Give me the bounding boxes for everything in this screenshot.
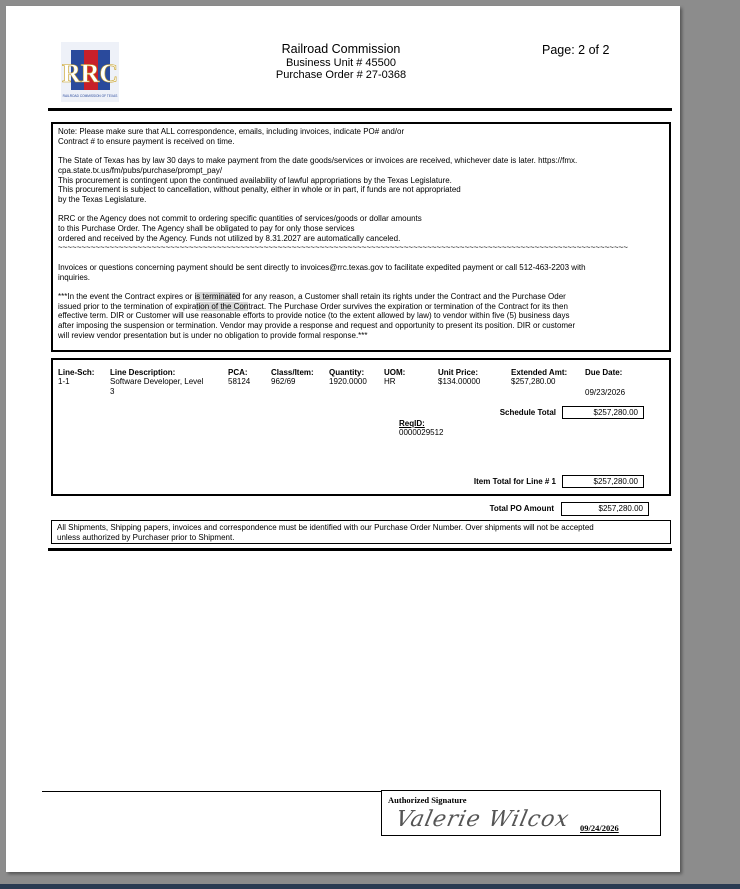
cell-pca: 58124 bbox=[228, 377, 251, 386]
rrc-logo-graphic bbox=[61, 42, 119, 102]
header-line-sch: Line-Sch: bbox=[58, 368, 95, 377]
page-number: Page: 2 of 2 bbox=[542, 43, 610, 57]
tilde-separator: ~~~~~~~~~~~~~~~~~~~~~~~~~~~~~~~~~~~~~~~~~~~~~~~~~~~~~~~~~~~~~~~~~~~~~~~~~~~~~~~~~~~~~~~~~~~~~~~~~~~~~~~~~~~~~~~~~~~~~~~~~~ bbox=[58, 243, 628, 253]
document-page bbox=[6, 6, 680, 872]
footer-divider bbox=[48, 548, 672, 551]
header-unit-price: Unit Price: bbox=[438, 368, 479, 377]
note-contract-termination: ***In the event the Contract expires or is terminated for any reason, a Customer shall retain its rights under the Contract and the Purchase Oder issued prior to the termination of expiration of the Contract. The Purchase Order survives the expiration or termination of the Contract for its then effective term. DIR or Customer will use reasonable efforts to provide notice (to the extent allowed by law) to vendor within five (5) business days after imposing the suspension or termination. Vendor may provide a response and request and opportunity to present its position. DIR or customer will review vendor presentation but is under no obligation to provide formal response.*** bbox=[58, 291, 576, 340]
item-total-label: Item Total for Line # 1 bbox=[473, 477, 556, 486]
schedule-total-label: Schedule Total bbox=[499, 408, 556, 417]
business-unit: Business Unit # 45500 bbox=[285, 57, 397, 69]
taskbar bbox=[0, 884, 740, 889]
header-divider bbox=[48, 108, 672, 111]
cell-extended-amt: $257,280.00 bbox=[511, 377, 556, 386]
purchase-order-number: Purchase Order # 27-0368 bbox=[275, 69, 407, 81]
cell-line-description: Software Developer, Level 3 bbox=[110, 377, 204, 396]
header-uom: UOM: bbox=[384, 368, 406, 377]
cell-due-date: 09/23/2026 bbox=[585, 388, 626, 397]
cell-quantity: 1920.0000 bbox=[329, 377, 367, 386]
reqid-label: ReqID: bbox=[399, 419, 425, 428]
signature-left-line bbox=[42, 791, 382, 792]
header-extended-amt: Extended Amt: bbox=[511, 368, 568, 377]
total-po-value: $257,280.00 bbox=[561, 502, 649, 516]
item-total-value: $257,280.00 bbox=[562, 475, 644, 488]
signature-box bbox=[381, 790, 661, 836]
signature-date: 09/24/2026 bbox=[580, 823, 619, 833]
header-due-date: Due Date: bbox=[585, 368, 623, 377]
header-quantity: Quantity: bbox=[329, 368, 365, 377]
svg-text:RRC: RRC bbox=[61, 59, 119, 88]
cell-uom: HR bbox=[384, 377, 396, 386]
cell-unit-price: $134.00000 bbox=[438, 377, 481, 386]
shipment-note-box bbox=[51, 520, 671, 544]
signature-handwriting: Valerie Wilcox bbox=[393, 807, 572, 832]
rrc-logo bbox=[61, 42, 119, 102]
note-quantity-commitment: RRC or the Agency does not commit to ordering specific quantities of services/goods or dollar amounts to this Purchase Order. The Agency shall be obligated to pay for only those services ordered and received by the Agency. Funds not utilized by 8.31.2027 are automatically canceled. bbox=[58, 214, 422, 243]
header-class-item: Class/Item: bbox=[271, 368, 314, 377]
schedule-total-value: $257,280.00 bbox=[562, 406, 644, 419]
shipment-note: All Shipments, Shipping papers, invoices and correspondence must be identified with our Purchase Order Number. Over shipments will not be accepted unless authorized by Purchaser prior to Shipment. bbox=[57, 523, 594, 542]
highlighted-text: is terminated bbox=[194, 291, 241, 301]
line-item-box bbox=[51, 358, 671, 496]
cell-line-sch: 1-1 bbox=[58, 377, 70, 386]
note-payment-terms: The State of Texas has by law 30 days to make payment from the date goods/services or invoices are received, whichever date is later. https://fmx. cpa.state.tx.us/fm/pubs/purchase/prompt_pay/ This procurement is contingent upon the continued availability of lawful appropriations by the Texas Legislature. This procurement is subject to cancellation, without penalty, either in whole or in part, if funds are not appropriated by the Texas Legislature. bbox=[58, 156, 578, 204]
reqid-value: 0000029512 bbox=[399, 428, 444, 437]
note-invoices-contact: Invoices or questions concerning payment should be sent directly to invoices@rrc.texas.gov to facilitate expedited payment or call 512-463-2203 with inquiries. bbox=[58, 262, 586, 282]
note-po-reference: Note: Please make sure that ALL correspondence, emails, including invoices, indicate PO# and/or Contract # to ensure payment is received on time. bbox=[58, 127, 405, 146]
cell-class-item: 962/69 bbox=[271, 377, 296, 386]
header-pca: PCA: bbox=[228, 368, 248, 377]
notes-box bbox=[51, 122, 671, 352]
agency-title: Railroad Commission bbox=[281, 42, 401, 56]
total-po-label: Total PO Amount bbox=[489, 504, 554, 513]
highlighted-text: tion of the Con bbox=[196, 301, 249, 311]
svg-text:RAILROAD COMMISSION OF TEXAS: RAILROAD COMMISSION OF TEXAS bbox=[62, 94, 118, 98]
authorized-signature-label: Authorized Signature bbox=[388, 795, 467, 805]
header-line-description: Line Description: bbox=[110, 368, 176, 377]
